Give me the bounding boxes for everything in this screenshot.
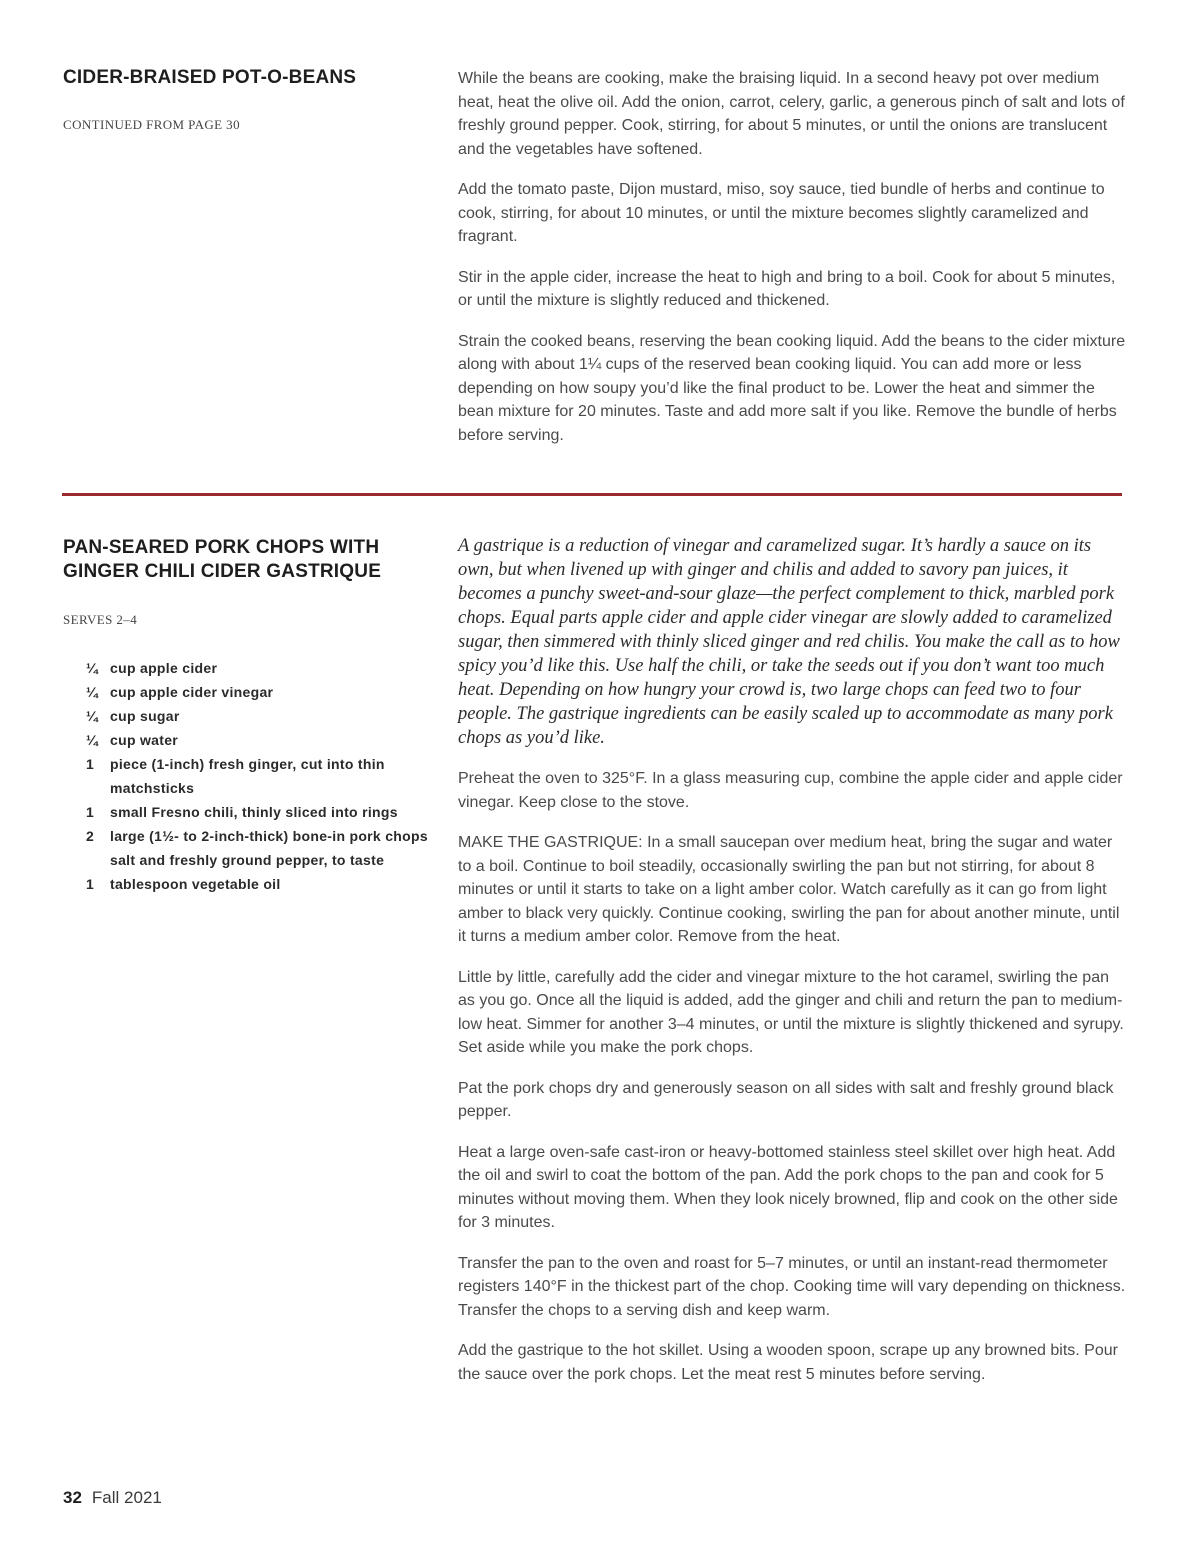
- paragraph: While the beans are cooking, make the braising liquid. In a second heavy pot over medium heat, heat the olive oil. Add the onion, carrot, celery, garlic, a generous pinch of salt and lots of freshly ground pepper. Cook, stirring, for about 5 minutes, or until the onions are translucent and the vegetables have softened.: [458, 70, 1125, 158]
- ingredient-qty: ¼: [86, 708, 98, 724]
- ingredient-qty: [86, 848, 110, 872]
- issue-label: Fall 2021: [91, 1488, 162, 1507]
- ingredient-qty: 1: [86, 876, 95, 892]
- ingredient-desc: large (1½- to 2-inch-thick) bone-in pork chops: [110, 828, 428, 844]
- ingredient-qty: ¼: [86, 660, 98, 676]
- recipe-title: [63, 536, 435, 584]
- recipe-title-line2: GINGER CHILI CIDER GASTRIQUE: [63, 561, 382, 582]
- ingredient-item: [86, 656, 436, 680]
- ingredient-desc: cup apple cider: [110, 660, 218, 676]
- ingredient-qty: ¼: [86, 732, 98, 748]
- ingredient-item: [86, 800, 436, 824]
- ingredient-item: [86, 872, 436, 896]
- paragraph: Stir in the apple cider, increase the heat to high and bring to a boil. Cook for about 5 minutes, or until the mixture is slightly reduced and thickened.: [458, 268, 1116, 309]
- ingredient-qty: 2: [86, 828, 95, 844]
- ingredient-item: [86, 752, 436, 800]
- ingredient-item: [86, 680, 436, 704]
- ingredient-desc: cup sugar: [110, 708, 180, 724]
- ingredient-desc: cup apple cider vinegar: [110, 684, 274, 700]
- ingredient-desc: piece (1-inch) fresh ginger, cut into thin matchsticks: [110, 756, 385, 796]
- ingredient-list: [86, 656, 436, 896]
- ingredient-qty: ¼: [86, 684, 98, 700]
- ingredient-desc: cup water: [110, 732, 179, 748]
- page-number: 32: [63, 1488, 82, 1507]
- ingredient-item: [86, 824, 436, 848]
- step-paragraph: Little by little, carefully add the cider and vinegar mixture to the hot caramel, swirling the pan as you go. Once all the liquid is added, add the ginger and chili and return the pan to medium-low heat. Simmer for another 3–4 minutes, or until the mixture is slightly thickened and syrupy. Set aside while you make the pork chops.: [458, 968, 1124, 1056]
- step-paragraph: Heat a large oven-safe cast-iron or heavy-bottomed stainless steel skillet over high heat. Add the oil and swirl to coat the bottom of the pan. Add the pork chops to the pan and cook for 5 minutes without moving them. When they look nicely browned, flip and cook on the other side for 3 minutes.: [458, 1143, 1118, 1231]
- step-paragraph: Transfer the pan to the oven and roast for 5–7 minutes, or until an instant-read thermometer registers 140°F in the thickest part of the chop. Cooking time will vary depending on thickness. Transfer the chops to a serving dish and keep warm.: [458, 1254, 1126, 1319]
- ingredient-item: [86, 704, 436, 728]
- ingredient-desc: tablespoon vegetable oil: [110, 876, 281, 892]
- section2-body: [458, 534, 1128, 1403]
- ingredient-item: [86, 728, 436, 752]
- serves-note: SERVES 2–4: [63, 612, 138, 627]
- continued-note: CONTINUED FROM PAGE 30: [63, 117, 240, 132]
- page-footer: [63, 1488, 162, 1508]
- step-paragraph: Preheat the oven to 325°F. In a glass measuring cup, combine the apple cider and apple cider vinegar. Keep close to the stove.: [458, 770, 1123, 811]
- paragraph: Strain the cooked beans, reserving the bean cooking liquid. Add the beans to the cider mixture along with about 1¼ cups of the reserved bean cooking liquid. You can add more or less depending on how soupy you’d like the final product to be. Lower the heat and simmer the bean mixture for 20 minutes. Taste and add more salt if you like. Remove the bundle of herbs before serving.: [458, 332, 1126, 444]
- section1-body: [458, 67, 1130, 464]
- section2-header: [63, 536, 435, 628]
- ingredient-item: [86, 848, 436, 872]
- ingredient-desc: small Fresno chili, thinly sliced into rings: [110, 804, 398, 820]
- step-paragraph: MAKE THE GASTRIQUE: In a small saucepan over medium heat, bring the sugar and water to a boil. Continue to boil steadily, occasionally swirling the pan but not stirring, for about 8 minutes or until it starts to take on a light amber color. Watch carefully as it can go from light amber to black very quickly. Continue cooking, swirling the pan for about another minute, until it turns a medium amber color. Remove from the heat.: [458, 834, 1120, 945]
- step-paragraph: Add the gastrique to the hot skillet. Using a wooden spoon, scrape up any browned bits. Pour the sauce over the pork chops. Let the meat rest 5 minutes before serving.: [458, 1342, 1118, 1383]
- ingredient-desc: salt and freshly ground pepper, to taste: [110, 852, 385, 868]
- recipe-title-line1: PAN-SEARED PORK CHOPS WITH: [63, 537, 380, 558]
- ingredient-qty: 1: [86, 756, 95, 772]
- section1-header: [63, 66, 435, 133]
- ingredient-qty: 1: [86, 804, 95, 820]
- recipe-title: CIDER-BRAISED POT-O-BEANS: [63, 67, 357, 88]
- step-paragraph: Pat the pork chops dry and generously season on all sides with salt and freshly ground black pepper.: [458, 1079, 1114, 1120]
- section-divider: [62, 493, 1122, 496]
- paragraph: Add the tomato paste, Dijon mustard, miso, soy sauce, tied bundle of herbs and continue to cook, stirring, for about 10 minutes, or until the mixture becomes slightly caramelized and fragrant.: [458, 181, 1105, 245]
- recipe-intro: A gastrique is a reduction of vinegar and caramelized sugar. It’s hardly a sauce on its own, but when livened up with ginger and chilis and added to savory pan juices, it becomes a punchy sweet-and-sour glaze—the perfect complement to thick, marbled pork chops. Equal parts apple cider and apple cider vinegar are slowly added to caramelized sugar, then simmered with thinly sliced ginger and red chilis. You make the call as to how spicy you’d like this. Use half the chili, or take the seeds out if you don’t want too much heat. Depending on how hungry your crowd is, two large chops can feed two to four people. The gastrique ingredients can be easily scaled up to accommodate as many pork chops as you’d like.: [458, 536, 1120, 748]
